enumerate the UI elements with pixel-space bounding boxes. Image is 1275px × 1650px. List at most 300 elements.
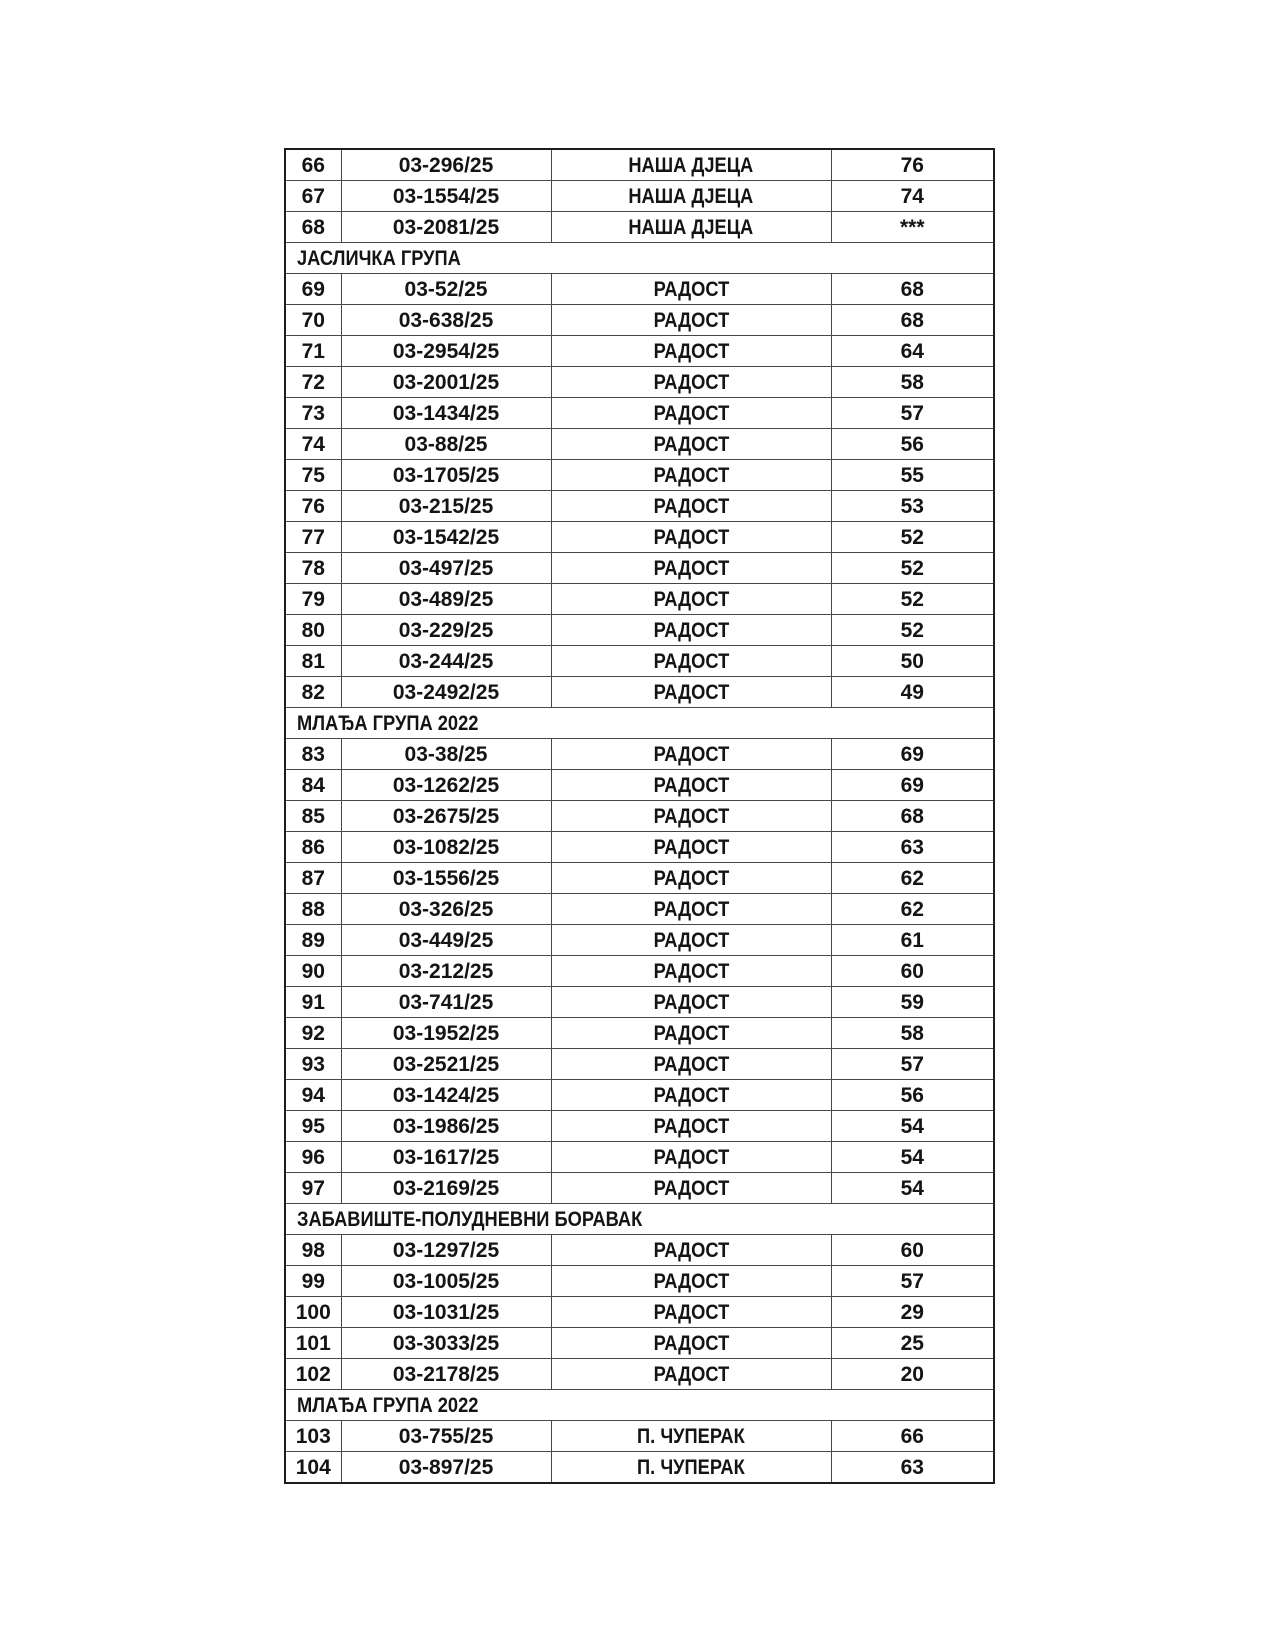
institution-name: РАДОСТ: [653, 1052, 729, 1076]
points-cell: [831, 522, 994, 553]
points-value: 52: [900, 556, 924, 580]
case-number-cell: [341, 1111, 551, 1142]
institution-cell: [551, 1018, 831, 1049]
row-number-cell: [285, 1018, 341, 1049]
institution-cell: [551, 1080, 831, 1111]
institution-cell: [551, 925, 831, 956]
table-row: [285, 305, 994, 336]
points-cell: [831, 739, 994, 770]
row-number: 79: [301, 587, 325, 611]
case-number: 03-1434/25: [392, 401, 500, 425]
points-cell: [831, 1018, 994, 1049]
institution-name: РАДОСТ: [653, 1114, 729, 1138]
row-number: 85: [301, 804, 325, 828]
institution-cell: [551, 832, 831, 863]
institution-cell: [551, 1142, 831, 1173]
row-number: 91: [301, 990, 325, 1014]
points-value: 59: [900, 990, 924, 1014]
institution-name: РАДОСТ: [653, 308, 729, 332]
points-cell: [831, 429, 994, 460]
points-value: 49: [900, 680, 924, 704]
table-row: [285, 925, 994, 956]
institution-name: РАДОСТ: [653, 370, 729, 394]
points-cell: [831, 460, 994, 491]
points-value: 64: [900, 339, 924, 363]
case-number: 03-2169/25: [392, 1176, 500, 1200]
institution-cell: [551, 305, 831, 336]
institution-cell: [551, 987, 831, 1018]
case-number-cell: [341, 522, 551, 553]
case-number: 03-215/25: [398, 494, 494, 518]
points-cell: [831, 863, 994, 894]
case-number: 03-1262/25: [392, 773, 500, 797]
case-number: 03-2521/25: [392, 1052, 500, 1076]
institution-cell: [551, 553, 831, 584]
row-number-cell: [285, 894, 341, 925]
table-row: [285, 770, 994, 801]
case-number-cell: [341, 956, 551, 987]
institution-name: РАДОСТ: [653, 1269, 729, 1293]
points-value: 69: [900, 773, 924, 797]
case-number-cell: [341, 553, 551, 584]
row-number: 96: [301, 1145, 325, 1169]
row-number: 89: [301, 928, 325, 952]
institution-name: РАДОСТ: [653, 804, 729, 828]
case-number-cell: [341, 925, 551, 956]
row-number: 93: [301, 1052, 325, 1076]
case-number: 03-38/25: [404, 742, 488, 766]
institution-cell: [551, 1266, 831, 1297]
row-number: 78: [301, 556, 325, 580]
case-number: 03-1297/25: [392, 1238, 500, 1262]
case-number: 03-2081/25: [392, 215, 500, 239]
institution-cell: [551, 491, 831, 522]
institution-cell: [551, 677, 831, 708]
institution-name: РАДОСТ: [653, 649, 729, 673]
row-number: 104: [295, 1455, 331, 1479]
case-number: 03-1031/25: [392, 1300, 500, 1324]
points-cell: [831, 925, 994, 956]
row-number: 94: [301, 1083, 325, 1107]
row-number-cell: [285, 1173, 341, 1204]
points-value: 50: [900, 649, 924, 673]
institution-name: РАДОСТ: [653, 773, 729, 797]
points-value: 63: [900, 835, 924, 859]
section-header-row: [285, 708, 994, 739]
points-value: 52: [900, 587, 924, 611]
institution-name: РАДОСТ: [653, 1300, 729, 1324]
points-cell: [831, 181, 994, 212]
row-number: 101: [295, 1331, 331, 1355]
points-value: 60: [900, 1238, 924, 1262]
table-row: [285, 646, 994, 677]
case-number-cell: [341, 1235, 551, 1266]
institution-cell: [551, 770, 831, 801]
case-number-cell: [341, 1142, 551, 1173]
case-number-cell: [341, 1049, 551, 1080]
points-cell: [831, 212, 994, 243]
ranking-table: [284, 148, 995, 1484]
case-number: 03-244/25: [398, 649, 494, 673]
section-header-cell: [285, 708, 994, 739]
institution-name: НАША ДЈЕЦА: [628, 215, 754, 239]
row-number-cell: [285, 739, 341, 770]
row-number: 67: [301, 184, 325, 208]
points-value: 74: [900, 184, 924, 208]
case-number: 03-2001/25: [392, 370, 500, 394]
points-cell: [831, 615, 994, 646]
institution-name: РАДОСТ: [653, 1238, 729, 1262]
points-value: 68: [900, 277, 924, 301]
institution-name: РАДОСТ: [653, 1362, 729, 1386]
section-header-label: МЛАЂА ГРУПА 2022: [297, 1393, 479, 1417]
institution-name: РАДОСТ: [653, 1021, 729, 1045]
points-cell: [831, 1452, 994, 1484]
points-value: 69: [900, 742, 924, 766]
case-number-cell: [341, 305, 551, 336]
row-number-cell: [285, 615, 341, 646]
points-cell: [831, 367, 994, 398]
case-number-cell: [341, 1080, 551, 1111]
institution-name: РАДОСТ: [653, 587, 729, 611]
institution-cell: [551, 429, 831, 460]
case-number-cell: [341, 491, 551, 522]
institution-name: РАДОСТ: [653, 1083, 729, 1107]
row-number: 103: [295, 1424, 331, 1448]
table-row: [285, 1297, 994, 1328]
institution-name: РАДОСТ: [653, 835, 729, 859]
table-row: [285, 212, 994, 243]
case-number-cell: [341, 646, 551, 677]
points-cell: [831, 1235, 994, 1266]
case-number: 03-2675/25: [392, 804, 500, 828]
case-number-cell: [341, 429, 551, 460]
institution-name: П. ЧУПЕРАК: [637, 1424, 745, 1448]
points-value: 25: [900, 1331, 924, 1355]
row-number-cell: [285, 305, 341, 336]
case-number-cell: [341, 739, 551, 770]
points-value: 53: [900, 494, 924, 518]
section-header-row: [285, 1204, 994, 1235]
institution-name: РАДОСТ: [653, 928, 729, 952]
table-row: [285, 274, 994, 305]
institution-name: РАДОСТ: [653, 742, 729, 766]
institution-name: РАДОСТ: [653, 339, 729, 363]
case-number: 03-88/25: [404, 432, 488, 456]
points-cell: [831, 491, 994, 522]
points-cell: [831, 1142, 994, 1173]
row-number-cell: [285, 1266, 341, 1297]
institution-name: РАДОСТ: [653, 959, 729, 983]
points-value: 57: [900, 401, 924, 425]
institution-name: РАДОСТ: [653, 277, 729, 301]
case-number: 03-326/25: [398, 897, 494, 921]
points-cell: [831, 1173, 994, 1204]
institution-name: РАДОСТ: [653, 618, 729, 642]
row-number: 73: [301, 401, 325, 425]
case-number-cell: [341, 367, 551, 398]
points-cell: [831, 894, 994, 925]
row-number-cell: [285, 677, 341, 708]
table-row: [285, 739, 994, 770]
row-number-cell: [285, 429, 341, 460]
points-cell: [831, 1297, 994, 1328]
case-number: 03-1556/25: [392, 866, 500, 890]
institution-cell: [551, 801, 831, 832]
table-row: [285, 801, 994, 832]
row-number: 77: [301, 525, 325, 549]
institution-cell: [551, 367, 831, 398]
row-number: 100: [295, 1300, 331, 1324]
points-cell: [831, 646, 994, 677]
points-cell: [831, 584, 994, 615]
case-number: 03-1986/25: [392, 1114, 500, 1138]
row-number-cell: [285, 925, 341, 956]
table-row: [285, 398, 994, 429]
institution-cell: [551, 336, 831, 367]
row-number-cell: [285, 553, 341, 584]
points-value: 58: [900, 370, 924, 394]
row-number: 92: [301, 1021, 325, 1045]
institution-cell: [551, 460, 831, 491]
points-cell: [831, 1328, 994, 1359]
case-number: 03-212/25: [398, 959, 494, 983]
points-cell: [831, 305, 994, 336]
institution-cell: [551, 1328, 831, 1359]
points-cell: [831, 274, 994, 305]
points-value: 54: [900, 1176, 924, 1200]
case-number: 03-755/25: [398, 1424, 494, 1448]
points-value: 20: [900, 1362, 924, 1386]
case-number-cell: [341, 1328, 551, 1359]
row-number: 87: [301, 866, 325, 890]
case-number: 03-2492/25: [392, 680, 500, 704]
row-number-cell: [285, 274, 341, 305]
case-number: 03-1005/25: [392, 1269, 500, 1293]
table-row: [285, 894, 994, 925]
row-number: 80: [301, 618, 325, 642]
institution-cell: [551, 181, 831, 212]
institution-name: РАДОСТ: [653, 866, 729, 890]
table-row: [285, 336, 994, 367]
row-number: 76: [301, 494, 325, 518]
row-number-cell: [285, 832, 341, 863]
case-number-cell: [341, 894, 551, 925]
row-number-cell: [285, 1297, 341, 1328]
institution-cell: [551, 1421, 831, 1452]
row-number-cell: [285, 398, 341, 429]
row-number: 66: [301, 153, 325, 177]
row-number-cell: [285, 584, 341, 615]
case-number: 03-2954/25: [392, 339, 500, 363]
table-row: [285, 1111, 994, 1142]
row-number: 72: [301, 370, 325, 394]
row-number-cell: [285, 1359, 341, 1390]
row-number: 90: [301, 959, 325, 983]
points-cell: [831, 677, 994, 708]
points-value: 57: [900, 1269, 924, 1293]
points-cell: [831, 987, 994, 1018]
case-number-cell: [341, 584, 551, 615]
row-number-cell: [285, 956, 341, 987]
points-value: 68: [900, 308, 924, 332]
case-number: 03-3033/25: [392, 1331, 500, 1355]
ranking-table-body: [285, 149, 994, 1483]
institution-name: НАША ДЈЕЦА: [628, 153, 754, 177]
row-number: 84: [301, 773, 325, 797]
points-value: 54: [900, 1114, 924, 1138]
points-value: 57: [900, 1052, 924, 1076]
points-value: 62: [900, 897, 924, 921]
row-number-cell: [285, 1049, 341, 1080]
table-row: [285, 863, 994, 894]
case-number: 03-52/25: [404, 277, 488, 301]
section-header-cell: [285, 1204, 994, 1235]
table-row: [285, 429, 994, 460]
institution-name: РАДОСТ: [653, 680, 729, 704]
row-number: 68: [301, 215, 325, 239]
institution-cell: [551, 1235, 831, 1266]
institution-cell: [551, 149, 831, 181]
table-row: [285, 1173, 994, 1204]
points-cell: [831, 801, 994, 832]
case-number: 03-229/25: [398, 618, 494, 642]
case-number: 03-1705/25: [392, 463, 500, 487]
institution-cell: [551, 274, 831, 305]
table-row: [285, 1452, 994, 1484]
case-number-cell: [341, 987, 551, 1018]
institution-name: РАДОСТ: [653, 897, 729, 921]
table-row: [285, 677, 994, 708]
case-number: 03-897/25: [398, 1455, 494, 1479]
case-number: 03-638/25: [398, 308, 494, 332]
row-number-cell: [285, 1080, 341, 1111]
case-number: 03-497/25: [398, 556, 494, 580]
row-number: 82: [301, 680, 325, 704]
row-number-cell: [285, 181, 341, 212]
institution-name: РАДОСТ: [653, 1176, 729, 1200]
points-value: 52: [900, 618, 924, 642]
table-row: [285, 367, 994, 398]
section-header-label: МЛАЂА ГРУПА 2022: [297, 711, 479, 735]
row-number-cell: [285, 1142, 341, 1173]
section-header-label: ЈАСЛИЧКА ГРУПА: [297, 246, 461, 270]
case-number: 03-449/25: [398, 928, 494, 952]
case-number: 03-741/25: [398, 990, 494, 1014]
institution-cell: [551, 863, 831, 894]
points-cell: [831, 956, 994, 987]
row-number-cell: [285, 367, 341, 398]
points-value: 58: [900, 1021, 924, 1045]
row-number: 74: [301, 432, 325, 456]
institution-cell: [551, 1359, 831, 1390]
points-cell: [831, 832, 994, 863]
points-cell: [831, 398, 994, 429]
case-number-cell: [341, 398, 551, 429]
points-value: 66: [900, 1424, 924, 1448]
table-row: [285, 522, 994, 553]
case-number-cell: [341, 801, 551, 832]
points-value: 60: [900, 959, 924, 983]
case-number-cell: [341, 832, 551, 863]
row-number: 86: [301, 835, 325, 859]
case-number: 03-1554/25: [392, 184, 500, 208]
institution-name: РАДОСТ: [653, 494, 729, 518]
table-row: [285, 1359, 994, 1390]
institution-cell: [551, 1173, 831, 1204]
points-value: ***: [899, 215, 925, 239]
case-number-cell: [341, 1018, 551, 1049]
case-number-cell: [341, 336, 551, 367]
case-number-cell: [341, 677, 551, 708]
points-value: 76: [900, 153, 924, 177]
case-number-cell: [341, 1266, 551, 1297]
points-cell: [831, 1111, 994, 1142]
row-number-cell: [285, 460, 341, 491]
points-value: 54: [900, 1145, 924, 1169]
section-header-label: ЗАБАВИШТЕ-ПОЛУДНЕВНИ БОРАВАК: [297, 1207, 643, 1231]
case-number-cell: [341, 212, 551, 243]
points-value: 61: [900, 928, 924, 952]
row-number-cell: [285, 1235, 341, 1266]
case-number-cell: [341, 1359, 551, 1390]
case-number: 03-1082/25: [392, 835, 500, 859]
table-row: [285, 615, 994, 646]
case-number-cell: [341, 1173, 551, 1204]
table-row: [285, 181, 994, 212]
institution-cell: [551, 739, 831, 770]
row-number: 98: [301, 1238, 325, 1262]
case-number-cell: [341, 1452, 551, 1484]
institution-cell: [551, 522, 831, 553]
institution-cell: [551, 615, 831, 646]
institution-cell: [551, 1049, 831, 1080]
row-number: 81: [301, 649, 325, 673]
table-row: [285, 1235, 994, 1266]
row-number-cell: [285, 801, 341, 832]
points-cell: [831, 336, 994, 367]
row-number: 99: [301, 1269, 325, 1293]
row-number: 70: [301, 308, 325, 332]
row-number: 88: [301, 897, 325, 921]
row-number-cell: [285, 863, 341, 894]
table-row: [285, 987, 994, 1018]
case-number-cell: [341, 181, 551, 212]
points-cell: [831, 1359, 994, 1390]
row-number: 75: [301, 463, 325, 487]
table-row: [285, 149, 994, 181]
row-number-cell: [285, 336, 341, 367]
points-cell: [831, 1421, 994, 1452]
row-number-cell: [285, 212, 341, 243]
institution-name: РАДОСТ: [653, 432, 729, 456]
case-number: 03-1424/25: [392, 1083, 500, 1107]
row-number: 95: [301, 1114, 325, 1138]
institution-cell: [551, 1111, 831, 1142]
table-row: [285, 553, 994, 584]
institution-cell: [551, 894, 831, 925]
row-number-cell: [285, 1452, 341, 1484]
case-number: 03-489/25: [398, 587, 494, 611]
points-cell: [831, 553, 994, 584]
case-number: 03-1617/25: [392, 1145, 500, 1169]
case-number-cell: [341, 1421, 551, 1452]
row-number: 69: [301, 277, 325, 301]
points-value: 55: [900, 463, 924, 487]
points-value: 68: [900, 804, 924, 828]
row-number-cell: [285, 522, 341, 553]
row-number: 83: [301, 742, 325, 766]
